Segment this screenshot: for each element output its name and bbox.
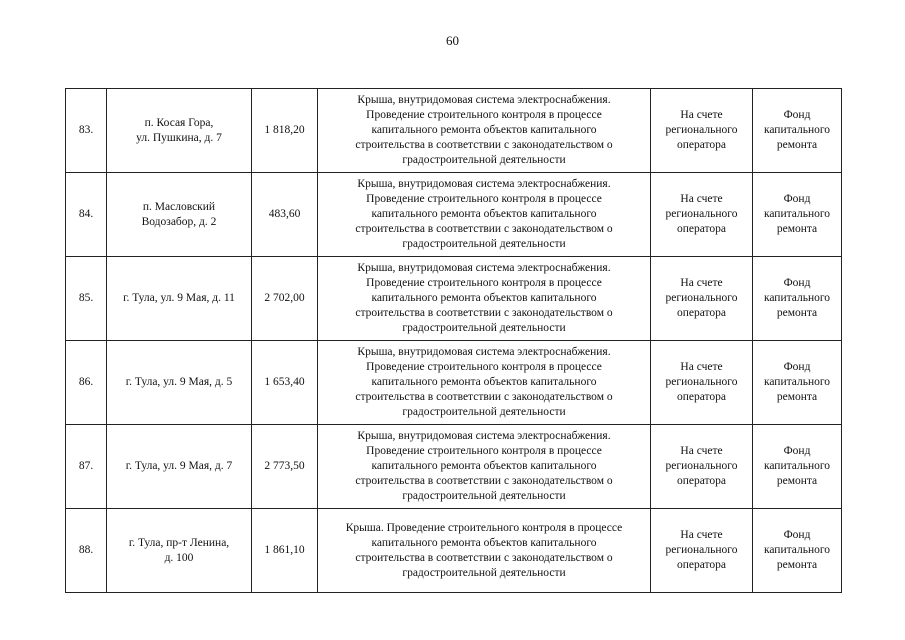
address-line: г. Тула, ул. 9 Мая, д. 7 xyxy=(125,460,233,472)
works-line: строительства в соответствии с законодательством о xyxy=(355,391,613,403)
amount-value: 1 818,20 xyxy=(264,124,305,136)
works-line: градостроительной деятельности xyxy=(402,406,566,418)
table-row xyxy=(66,173,842,257)
account-line: На счете xyxy=(680,445,723,457)
works-line: Крыша, внутридомовая система электроснабжения. xyxy=(357,346,611,358)
address-cell xyxy=(107,341,252,425)
row-number-cell xyxy=(66,425,107,509)
row-number-cell xyxy=(66,173,107,257)
fund-line: капитального xyxy=(763,376,831,388)
works-line: капитального ремонта объектов капитального xyxy=(371,208,597,220)
works-cell xyxy=(318,89,651,173)
table-row xyxy=(66,509,842,593)
fund-line: капитального xyxy=(763,292,831,304)
works-line: капитального ремонта объектов капитального xyxy=(371,376,597,388)
table-body xyxy=(66,89,842,593)
works-line: строительства в соответствии с законодательством о xyxy=(355,307,613,319)
works-line: капитального ремонта объектов капитального xyxy=(371,292,597,304)
account-line: оператора xyxy=(676,559,727,571)
row-number: 87. xyxy=(78,460,94,472)
account-line: регионального xyxy=(665,376,738,388)
account-cell xyxy=(651,257,753,341)
works-line: строительства в соответствии с законодательством о xyxy=(355,551,613,564)
row-number-cell xyxy=(66,509,107,593)
account-line: регионального xyxy=(665,544,738,556)
works-line: Проведение строительного контроля в процессе xyxy=(366,445,602,457)
fund-line: ремонта xyxy=(776,391,818,403)
address-line: п. Масловский xyxy=(142,200,216,213)
account-cell xyxy=(651,89,753,173)
fund-line: капитального xyxy=(763,124,831,136)
works-line: градостроительной деятельности xyxy=(402,566,566,579)
works-line: Проведение строительного контроля в процессе xyxy=(366,361,602,373)
address-line: д. 100 xyxy=(164,551,194,564)
fund-line: Фонд xyxy=(783,277,811,289)
works-cell xyxy=(318,257,651,341)
row-number-cell xyxy=(66,341,107,425)
works-line: строительства в соответствии с законодательством о xyxy=(355,139,613,151)
fund-line: капитального xyxy=(763,208,831,220)
fund-line: ремонта xyxy=(776,559,818,571)
row-number: 85. xyxy=(78,292,94,304)
address-line: п. Косая Гора, xyxy=(144,116,214,129)
works-line: Крыша, внутридомовая система электроснабжения. xyxy=(357,178,611,190)
account-line: На счете xyxy=(680,193,723,205)
works-line: капитального ремонта объектов капитального xyxy=(371,124,597,136)
fund-line: капитального xyxy=(763,460,831,472)
account-line: На счете xyxy=(680,529,723,541)
works-line: Крыша, внутридомовая система электроснабжения. xyxy=(357,262,611,274)
address-cell xyxy=(107,509,252,593)
works-line: Крыша, внутридомовая система электроснабжения. xyxy=(357,430,611,442)
fund-cell xyxy=(753,173,842,257)
fund-line: ремонта xyxy=(776,139,818,151)
amount-cell xyxy=(252,257,318,341)
row-number: 84. xyxy=(78,208,94,220)
table-row xyxy=(66,341,842,425)
works-cell xyxy=(318,509,651,593)
account-cell xyxy=(651,341,753,425)
works-line: градостроительной деятельности xyxy=(402,322,566,334)
amount-cell xyxy=(252,89,318,173)
fund-cell xyxy=(753,89,842,173)
fund-line: капитального xyxy=(763,544,831,556)
account-line: На счете xyxy=(680,361,723,373)
amount-value: 1 861,10 xyxy=(264,544,305,556)
address-cell xyxy=(107,425,252,509)
row-number: 86. xyxy=(78,376,94,388)
fund-cell xyxy=(753,509,842,593)
fund-line: Фонд xyxy=(783,193,811,205)
fund-line: Фонд xyxy=(783,529,811,541)
amount-value: 2 773,50 xyxy=(264,460,305,472)
amount-value: 483,60 xyxy=(268,208,301,220)
works-line: градостроительной деятельности xyxy=(402,238,566,250)
account-line: оператора xyxy=(676,139,727,151)
account-line: На счете xyxy=(680,109,723,121)
table-row xyxy=(66,425,842,509)
fund-line: ремонта xyxy=(776,223,818,235)
page-number: 60 xyxy=(446,33,459,48)
fund-line: Фонд xyxy=(783,361,811,373)
account-line: оператора xyxy=(676,391,727,403)
row-number-cell xyxy=(66,89,107,173)
works-cell xyxy=(318,173,651,257)
address-line: г. Тула, ул. 9 Мая, д. 5 xyxy=(125,376,233,388)
address-cell xyxy=(107,173,252,257)
address-line: г. Тула, пр-т Ленина, xyxy=(128,536,230,549)
fund-line: ремонта xyxy=(776,475,818,487)
row-number: 88. xyxy=(78,544,94,556)
account-line: оператора xyxy=(676,223,727,235)
address-line: ул. Пушкина, д. 7 xyxy=(136,131,222,144)
account-line: регионального xyxy=(665,208,738,220)
works-line: строительства в соответствии с законодательством о xyxy=(355,475,613,487)
account-cell xyxy=(651,425,753,509)
account-line: регионального xyxy=(665,292,738,304)
account-line: регионального xyxy=(665,124,738,136)
works-line: строительства в соответствии с законодательством о xyxy=(355,223,613,235)
works-line: Проведение строительного контроля в процессе xyxy=(366,109,602,121)
table-row xyxy=(66,89,842,173)
table-row xyxy=(66,257,842,341)
works-line: Крыша, внутридомовая система электроснабжения. xyxy=(357,94,611,106)
fund-line: Фонд xyxy=(783,109,811,121)
works-line: Проведение строительного контроля в процессе xyxy=(366,193,602,205)
account-line: На счете xyxy=(680,277,723,289)
works-line: капитального ремонта объектов капитального xyxy=(371,460,597,472)
address-cell xyxy=(107,89,252,173)
fund-cell xyxy=(753,341,842,425)
amount-cell xyxy=(252,173,318,257)
amount-cell xyxy=(252,425,318,509)
amount-value: 2 702,00 xyxy=(264,292,305,304)
amount-cell xyxy=(252,341,318,425)
works-line: капитального ремонта объектов капитального xyxy=(371,536,597,549)
works-cell xyxy=(318,425,651,509)
amount-value: 1 653,40 xyxy=(264,376,305,388)
works-line: Проведение строительного контроля в процессе xyxy=(366,277,602,289)
account-line: оператора xyxy=(676,475,727,487)
fund-line: ремонта xyxy=(776,307,818,319)
account-cell xyxy=(651,509,753,593)
works-line: Крыша. Проведение строительного контроля в процессе xyxy=(345,521,623,534)
account-line: регионального xyxy=(665,460,738,472)
account-cell xyxy=(651,173,753,257)
repair-table xyxy=(65,88,842,593)
fund-cell xyxy=(753,425,842,509)
row-number: 83. xyxy=(78,124,94,136)
address-line: г. Тула, ул. 9 Мая, д. 11 xyxy=(123,292,235,304)
address-line: Водозабор, д. 2 xyxy=(141,215,217,228)
amount-cell xyxy=(252,509,318,593)
works-cell xyxy=(318,341,651,425)
address-cell xyxy=(107,257,252,341)
works-line: градостроительной деятельности xyxy=(402,154,566,166)
works-line: градостроительной деятельности xyxy=(402,490,566,502)
fund-line: Фонд xyxy=(783,445,811,457)
fund-cell xyxy=(753,257,842,341)
account-line: оператора xyxy=(676,307,727,319)
row-number-cell xyxy=(66,257,107,341)
